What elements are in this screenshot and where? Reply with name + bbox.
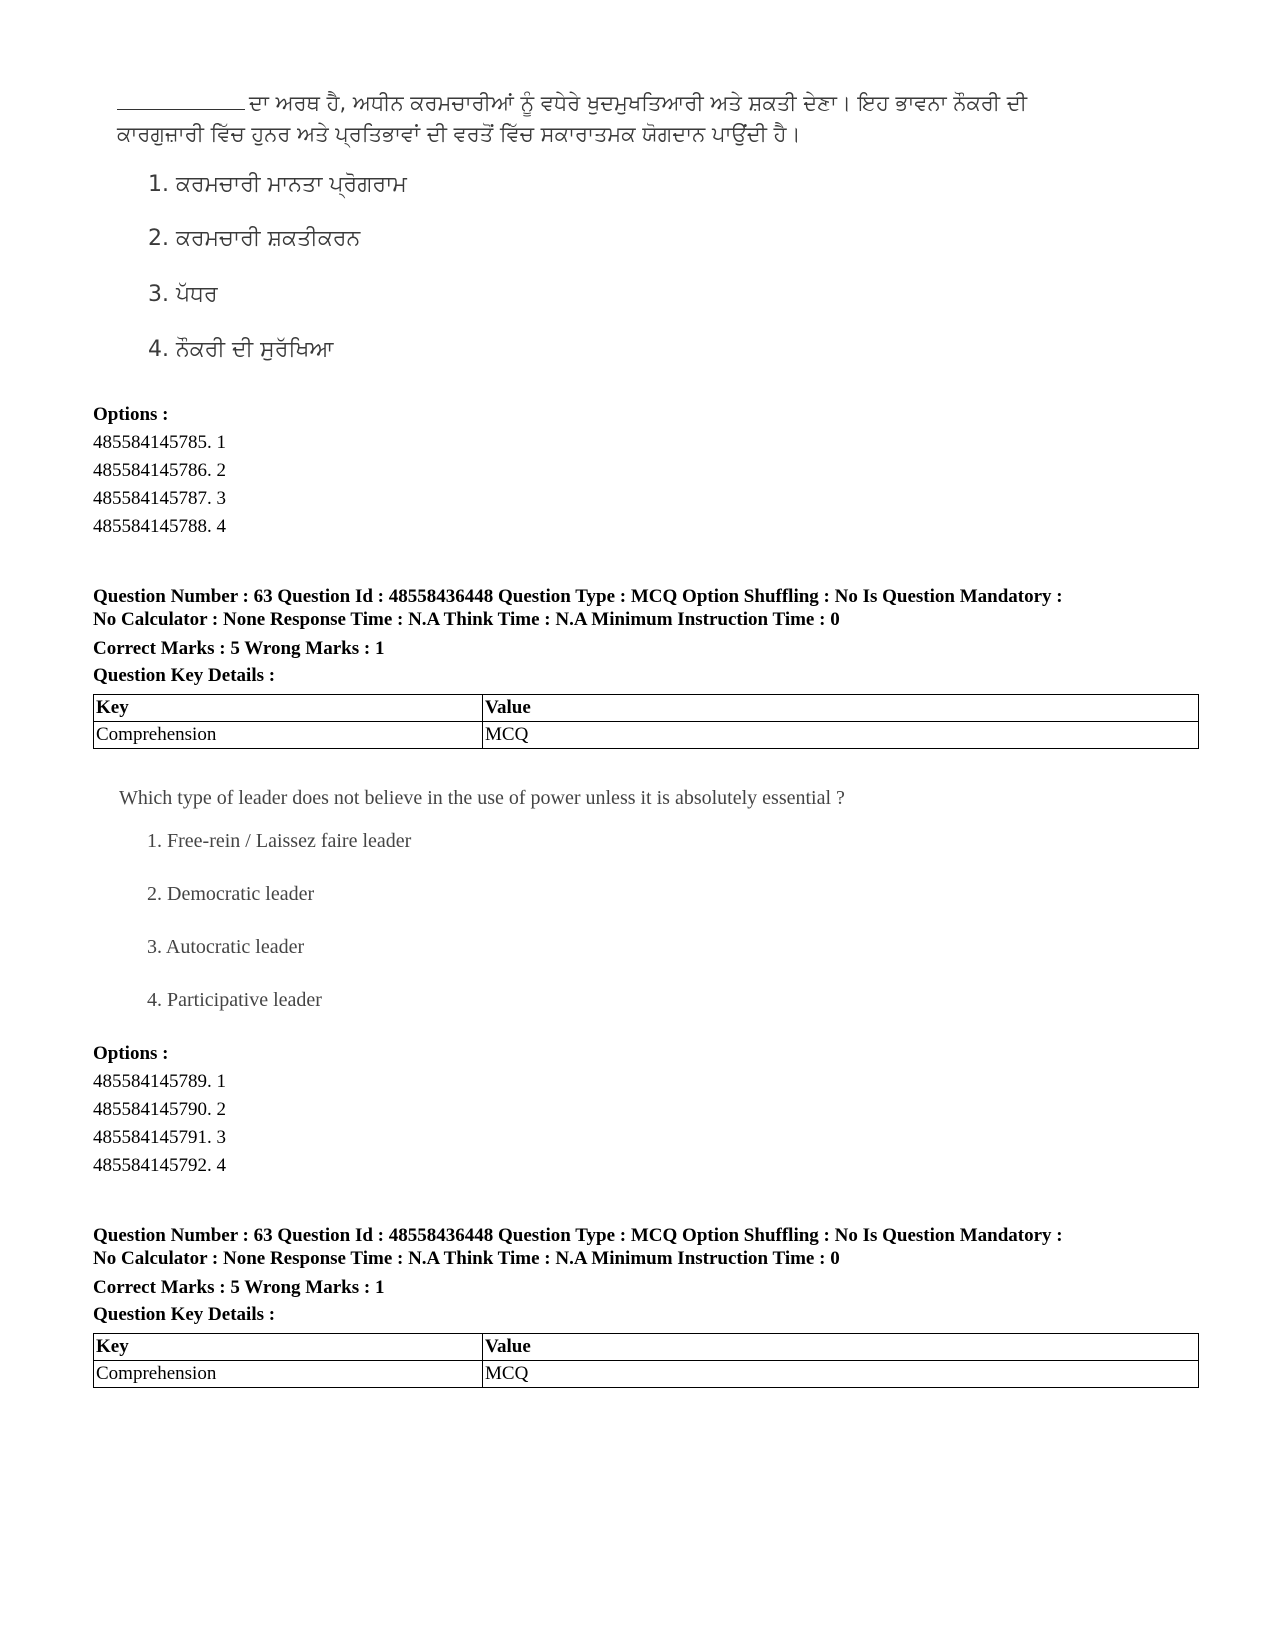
table-header-value: Value — [483, 695, 1199, 722]
question-meta-line2: No Calculator : None Response Time : N.A Think Time : N.A Minimum Instruction Time : 0 — [93, 609, 840, 630]
key-details-table — [93, 694, 1199, 749]
blank-line — [117, 109, 245, 110]
key-details-label: Question Key Details : — [93, 1304, 276, 1325]
option-item: 485584145787. 3 — [93, 488, 226, 509]
table-header-row — [94, 1334, 1199, 1361]
key-details-table — [93, 1333, 1199, 1388]
table-header-key: Key — [94, 1334, 483, 1361]
question-meta-line2: No Calculator : None Response Time : N.A Think Time : N.A Minimum Instruction Time : 0 — [93, 1248, 840, 1269]
question-choice: 1. Free-rein / Laissez faire leader — [147, 830, 412, 852]
table-cell-value: MCQ — [483, 722, 1199, 749]
question-meta-line1: Question Number : 63 Question Id : 48558436448 Question Type : MCQ Option Shuffling : No Is Question Mandatory : — [93, 586, 1063, 607]
option-item: 485584145792. 4 — [93, 1155, 226, 1176]
table-cell-key: Comprehension — [94, 722, 483, 749]
question-choice: 3. ਪੱਧਰ — [148, 282, 218, 307]
stem-text: ਦਾ ਅਰਥ ਹੈ, ਅਧੀਨ ਕਰਮਚਾਰੀਆਂ ਨੂੰ ਵਧੇਰੇ ਖੁਦਮੁਖਤਿਆਰੀ ਅਤੇ ਸ਼ਕਤੀ ਦੇਣਾ। ਇਹ ਭਾਵਨਾ ਨੌਕਰੀ ਦੀ ਕਾਰਗੁਜ਼ਾਰੀ ਵਿੱਚ ਹੁਨਰ ਅਤੇ ਪ੍ਰਤਿਭਾਵਾਂ ਦੀ ਵਰਤੋਂ ਵਿੱਚ ਸਕਾਰਾਤਮਕ ਯੋਗਦਾਨ ਪਾਉਂਦੀ ਹੈ। — [117, 91, 1028, 146]
option-item: 485584145786. 2 — [93, 460, 226, 481]
question-choice: 2. Democratic leader — [147, 883, 315, 905]
table-cell-key: Comprehension — [94, 1361, 483, 1388]
option-item: 485584145789. 1 — [93, 1071, 226, 1092]
table-header-value: Value — [483, 1334, 1199, 1361]
option-item: 485584145788. 4 — [93, 516, 226, 537]
question-choice: 1. ਕਰਮਚਾਰੀ ਮਾਨਤਾ ਪ੍ਰੋਗਰਾਮ — [148, 172, 407, 197]
question-meta-line1: Question Number : 63 Question Id : 48558436448 Question Type : MCQ Option Shuffling : No Is Question Mandatory : — [93, 1225, 1063, 1246]
options-label: Options : — [93, 404, 169, 425]
option-item: 485584145790. 2 — [93, 1099, 226, 1120]
key-details-label: Question Key Details : — [93, 665, 276, 686]
option-item: 485584145785. 1 — [93, 432, 226, 453]
question-choice: 2. ਕਰਮਚਾਰੀ ਸ਼ਕਤੀਕਰਨ — [148, 226, 361, 251]
question-stem-punjabi — [117, 88, 1117, 150]
options-label: Options : — [93, 1043, 169, 1064]
table-row — [94, 722, 1199, 749]
question-choice: 3. Autocratic leader — [147, 936, 305, 958]
option-item: 485584145791. 3 — [93, 1127, 226, 1148]
question-stem-english: Which type of leader does not believe in the use of power unless it is absolutely essential ? — [119, 787, 845, 809]
marks-line: Correct Marks : 5 Wrong Marks : 1 — [93, 1277, 385, 1298]
question-choice: 4. ਨੌਕਰੀ ਦੀ ਸੁਰੱਖਿਆ — [148, 337, 334, 362]
question-choice: 4. Participative leader — [147, 989, 322, 1011]
marks-line: Correct Marks : 5 Wrong Marks : 1 — [93, 638, 385, 659]
table-row — [94, 1361, 1199, 1388]
table-header-key: Key — [94, 695, 483, 722]
table-header-row — [94, 695, 1199, 722]
table-cell-value: MCQ — [483, 1361, 1199, 1388]
